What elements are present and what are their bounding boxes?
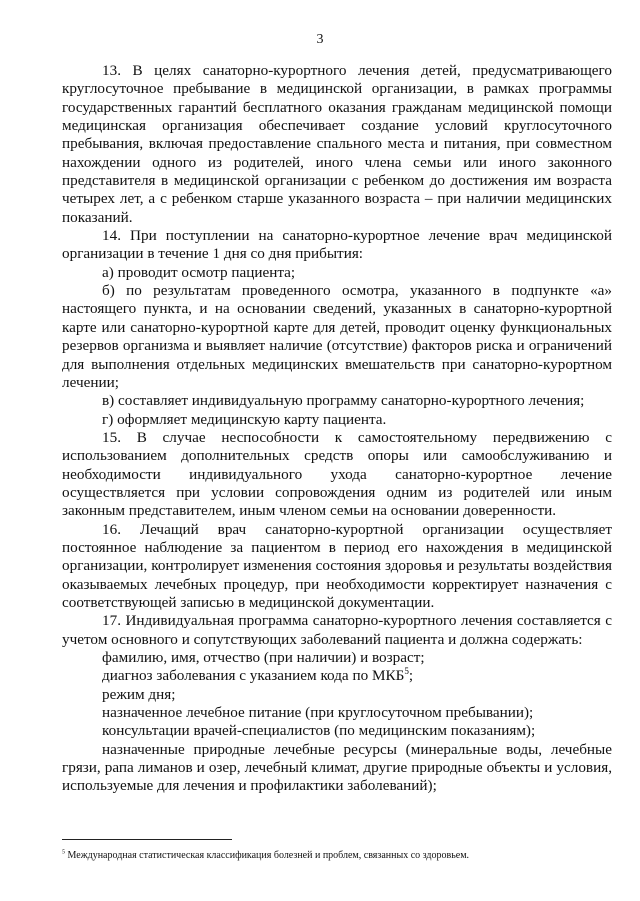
footnote-text: Международная статистическая классификация болезней и проблем, связанных со здоровьем. xyxy=(65,850,470,861)
paragraph-14: 14. При поступлении на санаторно-курортное лечение врач медицинской организации в течение 1 дня со дня прибытия: xyxy=(62,227,612,263)
paragraph-15: 15. В случае неспособности к самостоятельному передвижению с использованием дополнительных средств опоры или самообслуживанию и необходимости индивидуального ухода санаторно-курортное лечение осуществляется при условии сопровождения одним из родителей или иным законным представителем, иным членом семьи на основании доверенности. xyxy=(62,428,612,520)
footnote xyxy=(62,849,612,862)
program-item-consultations: консультации врачей-специалистов (по медицинским показаниям); xyxy=(102,722,536,740)
footnote-number: 5 xyxy=(62,849,65,856)
program-item-diet: назначенное лечебное питание (при круглосуточном пребывании); xyxy=(102,704,534,722)
list-item-v: в) составляет индивидуальную программу санаторно-курортного лечения; xyxy=(102,392,585,410)
paragraph-17: 17. Индивидуальная программа санаторно-курортного лечения составляется с учетом основного и сопутствующих заболеваний пациента и должна содержать: xyxy=(62,612,612,648)
footnote-divider xyxy=(62,839,232,840)
program-item-natural-resources: назначенные природные лечебные ресурсы (минеральные воды, лечебные грязи, рапа лиманов и озер, лечебный климат, другие природные объекты и условия, используемые для лечения и профилактики заболеваний); xyxy=(62,740,612,795)
diagnosis-text: диагноз заболевания с указанием кода по МКБ xyxy=(102,667,405,685)
page-number: 3 xyxy=(316,32,324,47)
diagnosis-suffix: ; xyxy=(408,667,414,685)
footnote-reference[interactable]: 5 xyxy=(404,666,409,677)
list-item-a: а) проводит осмотр пациента; xyxy=(102,263,296,281)
program-item-regime: режим дня; xyxy=(102,685,176,703)
list-item-g: г) оформляет медицинскую карту пациента. xyxy=(102,410,387,428)
paragraph-13: 13. В целях санаторно-курортного лечения детей, предусматривающего круглосуточное пребывание в медицинской организации, в рамках программы государственных гарантий бесплатного оказания гражданам медицинской помощи медицинская организация обеспечивает создание условий круглосуточного пребывания, включая предоставление спального места и питания, при совместном нахождении одного из родителей, иного члена семьи или иного законного представителя в медицинской организации с ребенком до достижения им возраста четырех лет, а с ребенком старше указанного возраста – при наличии медицинских показаний. xyxy=(62,62,612,226)
program-item-name: фамилию, имя, отчество (при наличии) и возраст; xyxy=(102,649,425,666)
document-body xyxy=(62,62,612,796)
paragraph-16: 16. Лечащий врач санаторно-курортной организации осуществляет постоянное наблюдение за пациентом в период его нахождения в медицинской организации, контролирует изменения состояния здоровья и результаты воздействия оказываемых лечебных процедур, при необходимости корректирует назначения с соответствующей записью в медицинской документации. xyxy=(62,520,612,611)
program-item-diagnosis xyxy=(62,667,612,685)
list-item-b: б) по результатам проведенного осмотра, указанного в подпункте «а» настоящего пункта, и на основании сведений, указанных в санаторно-курортной карте или санаторно-курортной карте для детей, проводит оценку функциональных резервов организма и выявляет наличие (отсутствие) факторов риска и ограничений для выполнения отдельных медицинских вмешательств при санаторно-курортном лечении; xyxy=(62,282,612,391)
